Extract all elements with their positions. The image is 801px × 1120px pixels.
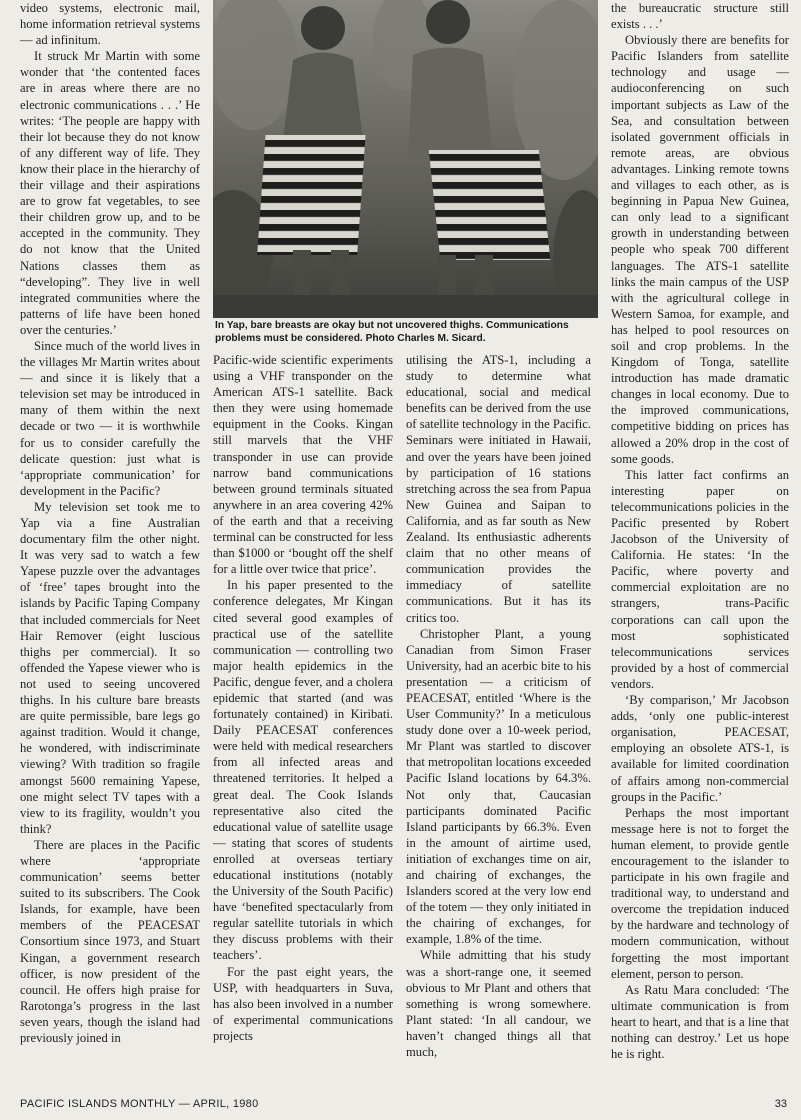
paragraph: utilising the ATS-1, including a study to determine what educational, social and medical benefits can be derived from the use of satellite technology in the Pacific. Seminars were initiated in Hawaii, and over the years have been joined by participation of 16 stations stretching across the sea from Papua New Guinea and Saipan to California, and as far south as New Zealand. Its enthusiastic adherents claim that no other means of communication provides the immediacy of satellite communications. But it has its critics too. xyxy=(406,353,591,625)
photo-illustration xyxy=(213,0,598,318)
paragraph: ‘By comparison,’ Mr Jacobson adds, ‘only one public-interest organisation, PEACESAT, employing an obsolete ATS-1, is available for limited coordination of affairs among non-commercial groups in the Pacific.’ xyxy=(611,693,789,804)
paragraph: Pacific-wide scientific experiments using a VHF transponder on the American ATS-1 satellite. Back then they were using homemade equipment in the Cooks. Kingan still marvels that the VHF transponder in use can provide narrow band communications between ground terminals situated anywhere in an area covering 42% of the earth and that a receiving terminal can be constructed for less than $1000 or ‘bought off the shelf for a little over twice that price’. xyxy=(213,353,393,577)
paragraph: Since much of the world lives in the villages Mr Martin writes about — and since it is likely that a television set may be introduced in many of them within the next decade or two — it is worthwhile for us to consider carefully the delicate question: just what is ‘appropriate communication’ for development in the Pacific? xyxy=(20,338,200,498)
paragraph: For the past eight years, the USP, with headquarters in Suva, has also been involved in a number of experimental communications projects xyxy=(213,964,393,1043)
paragraph: As Ratu Mara concluded: ‘The ultimate communication is from heart to heart, and that is a line that nothing can destroy.’ Let us hope he is right. xyxy=(611,982,789,1062)
paragraph: Perhaps the most important message here is not to forget the human element, to provide gentle encouragement to the islander to participate in his own fragile and traditional way, to understand and overcome the trepidation induced by the hardware and technology of modern communication, without forgetting the most important element, person to person. xyxy=(611,805,789,981)
paragraph: My television set took me to Yap via a fine Australian documentary film the other night. It was very sad to watch a few Yapese puzzle over the advantages of ‘free’ tapes brought into the islands by Pacific Taping Company that included commercials for Neet Hair Remover (eight luscious thighs per commercial). It so offended the Yapese viewer who is not used to seeing uncovered thighs. In his culture bare breasts are quite permissible, bare legs go against tradition. Would it change, he wondered, with indiscriminate viewing? With tradition so fragile amongst 5600 remaining Yapese, one might select TV tapes with a view to its fragility, wouldn’t you think? xyxy=(20,499,200,836)
article-column-4 xyxy=(611,0,789,1062)
article-column-3 xyxy=(406,352,591,1060)
paragraph: Christopher Plant, a young Canadian from Simon Fraser University, had an acerbic bite to his presentation — a criticism of PEACESAT, entitled ‘Where is the User Community?’ In a meticulous study done over a 10-week period, Mr Plant was startled to discover that metropolitan locations exceeded Pacific Island locations by 64.3%. Not only that, Caucasian participants dominated Pacific Island participants by 66.3%. Even in the amount of airtime used, initiation of exchanges time on air, and chairing of exchanges, the Islanders scored at the very low end of the totem — they only initiated in the chairing of exchanges, for example, 1.8% of the time. xyxy=(406,626,591,947)
paragraph: While admitting that his study was a short-range one, it seemed obvious to Mr Plant and others that something is wrong somewhere. Plant stated: ‘In all candour, we haven’t changed things all that much, xyxy=(406,948,591,1060)
article-column-1 xyxy=(20,0,200,1046)
paragraph: There are places in the Pacific where ‘appropriate communication’ seems better suited to its subscribers. The Cook Islands, for example, have been members of the PEACESAT Consortium since 1973, and Stuart Kingan, a government research officer, is now president of the council. He offers high praise for Rarotonga’s progress in the last seven years, though the island had previously joined in xyxy=(20,837,200,1045)
paragraph: video systems, electronic mail, home information retrieval systems — ad infinitum. xyxy=(20,1,200,48)
paragraph: Obviously there are benefits for Pacific Islanders from satellite technology and usage — audioconferencing on such important subjects as Law of the Sea, and consultation between isolated government officials in remote areas, are obvious advantages. Linking remote towns and villages to each other, as is beginning in Papua New Guinea, can only lead to a significant growth in understanding between people who speak 700 different languages. The ATS-1 satellite links the main campus of the USP with the agricultural college in Western Samoa, for example, and has helped to pool resources on soil and crop problems. In the Kingdom of Tonga, satellite introduction has made dramatic changes in local economy. Due to the improved communications, competitive bidding on prices has allowed a 20% drop in the cost of some goods. xyxy=(611,33,789,466)
publication-footer: PACIFIC ISLANDS MONTHLY — APRIL, 1980 xyxy=(20,1098,259,1110)
paragraph: It struck Mr Martin with some wonder that ‘the contented faces are in areas where there are no electronic communications . . .’ He writes: ‘The people are happy with their lot because they do not know of any different way of life. They know their place in the hierarchy of their village and their aspirations are to grow fat vegetables, to see their children grow up, and to be accepted in the community. They do not know that the United Nations classes them as “developing”. They live in well integrated communities where the patterns of life have been honed over the centuries.’ xyxy=(20,49,200,337)
article-column-2 xyxy=(213,352,393,1044)
photo-caption: In Yap, bare breasts are okay but not uncovered thighs. Communications problems must be considered. Photo Charles M. Sicard. xyxy=(215,320,569,344)
page-number: 33 xyxy=(774,1098,787,1110)
yap-photo xyxy=(213,0,598,318)
paragraph: This latter fact confirms an interesting paper on telecommunications policies in the Pacific presented by Robert Jacobson of the University of California. He states: ‘In the Pacific, where poverty and commercial exploitation are no strangers, trans-Pacific corporations can call upon the most sophisticated telecommunications services provided by a host of commercial vendors. xyxy=(611,467,789,691)
paragraph: the bureaucratic structure still exists . . .’ xyxy=(611,1,789,32)
paragraph: In his paper presented to the conference delegates, Mr Kingan cited several good examples of practical use of the satellite communication — controlling two major health epidemics in the Pacific, dengue fever, and a cholera epidemic that started (and was fortunately contained) in Kiribati. Daily PEACESAT conferences were held with medical researchers from all infected areas and threatened territories. It helped a great deal. The Cook Islands representative also cited the educational value of satellite usage — stating that scores of students enrolled at overseas tertiary educational institutions (notably the University of the South Pacific) have ‘benefited spectacularly from regular satellite tutorials in which they discuss problems with their teachers’. xyxy=(213,578,393,963)
